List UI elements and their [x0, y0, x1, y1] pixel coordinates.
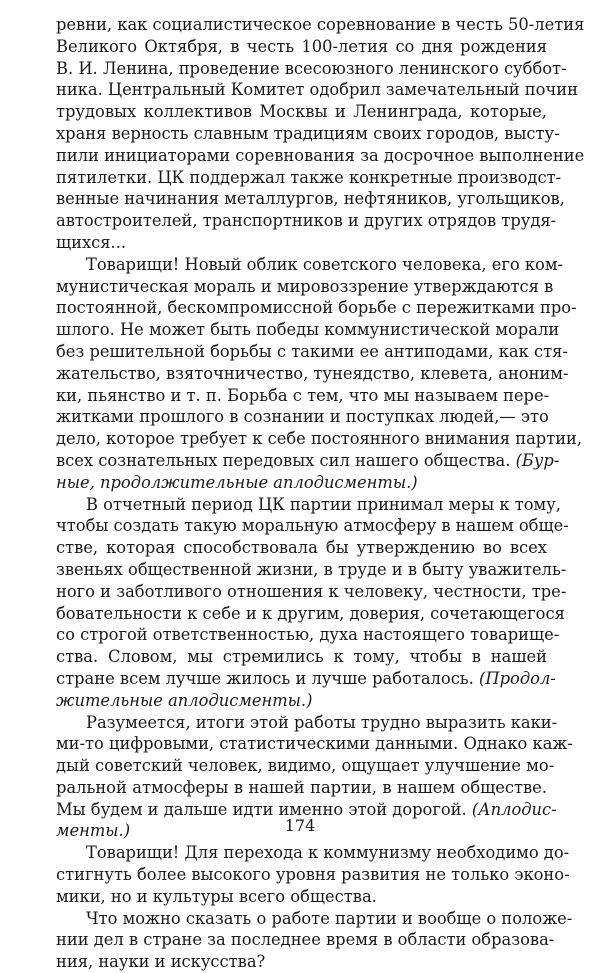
text-line [56, 232, 547, 254]
page-number: 174 [284, 816, 316, 835]
line-text: стране всем лучше жилось и лучше работалось. [56, 668, 474, 688]
text-line [56, 123, 560, 145]
text-line [56, 581, 567, 603]
text-line [56, 167, 562, 189]
line-text: со строгой ответственностью, духа настоящего товарище- [56, 625, 560, 645]
line-text: Товарищи! Для перехода к коммунизму необходимо до- [86, 843, 570, 863]
line-text: Что можно сказать о работе партии и вообще о положе- [86, 908, 573, 928]
text-line [56, 254, 564, 276]
text-line [56, 276, 554, 298]
text-line [56, 450, 560, 472]
line-text: ства. Словом, мы стремились к тому, чтобы в нашей [56, 647, 547, 667]
line-text: мики, но и культуры всего общества. [56, 886, 377, 906]
line-text: пятилетки. ЦК поддержал также конкретные производст- [56, 167, 562, 187]
line-text: дый советский человек, видимо, ощущает улучшение мо- [56, 756, 555, 776]
line-text: Товарищи! Новый облик советского человека, его ком- [86, 254, 564, 274]
text-line [56, 929, 555, 951]
line-text: ки, пьянство и т. п. Борьба с тем, что мы называем пере- [56, 385, 550, 405]
text-line [56, 777, 547, 799]
text-line [56, 886, 547, 908]
text-line [56, 712, 558, 734]
applause-remark: менты.) [56, 821, 131, 841]
text-line [56, 297, 577, 319]
line-text: Великого Октября, в честь 100-летия со дня рождения [56, 36, 547, 56]
applause-remark: (Аплодис- [471, 799, 557, 819]
text-line [56, 319, 560, 341]
text-line [56, 36, 547, 58]
text-line [56, 537, 547, 559]
line-text: ния, науки и искусства? [56, 952, 266, 972]
text-line [56, 755, 555, 777]
line-text: ревни, как социалистическое соревнование в честь 50-летия [56, 15, 585, 34]
applause-remark: (Бур- [515, 450, 560, 470]
line-text: звеньях общественной жизни, в труде и в быту уважитель- [56, 559, 567, 579]
text-line [56, 908, 573, 930]
line-text: В. И. Ленина, проведение всесоюзного ленинского суббот- [56, 58, 567, 78]
text-line [56, 864, 570, 886]
line-text: жательство, взяточничество, тунеядство, клевета, аноним- [56, 363, 569, 383]
line-text: В отчетный период ЦК партии принимал меры к тому, [86, 494, 561, 514]
line-text: стигнуть более высокого уровня развития не только эконо- [56, 865, 570, 885]
line-text: всех сознательных передовых сил нашего общества. [56, 450, 511, 470]
text-line [56, 842, 570, 864]
line-text: шлого. Не может быть победы коммунистической морали [56, 320, 560, 340]
line-text: Мы будем и дальше идти именно этой дорогой. [56, 799, 467, 819]
line-text: ми-то цифровыми, статистическими данными. Однако каж- [56, 734, 573, 754]
text-line [56, 646, 547, 668]
text-line [56, 363, 569, 385]
line-text: трудовых коллективов Москвы и Ленинграда, которые, [56, 102, 547, 122]
text-line [56, 690, 547, 712]
applause-remark: ные, продолжительные аплодисменты.) [56, 472, 418, 492]
line-text: дело, которое требует к себе постоянного внимания партии, [56, 429, 583, 449]
line-text: венные начинания металлургов, нефтяников, угольщиков, [56, 189, 565, 209]
text-line [56, 428, 583, 450]
line-text: щихся... [56, 232, 127, 252]
line-text: Разумеется, итоги этой работы трудно выразить каки- [86, 712, 558, 732]
text-line [56, 14, 585, 36]
text-line [56, 494, 561, 516]
text-line [56, 101, 547, 123]
text-line [56, 145, 585, 167]
line-text: без решительной борьбы с такими ее антиподами, как стя- [56, 341, 568, 361]
line-text: стве, которая способствовала бы утверждению во всех [56, 538, 547, 558]
line-text: ника. Центральный Комитет одобрил замечательный почин [56, 80, 578, 100]
applause-remark: (Продол- [479, 668, 556, 688]
line-text: бовательности к себе и к другим, доверия, сочетающегося [56, 603, 565, 623]
applause-remark: жительные аплодисменты.) [56, 690, 313, 710]
line-text: ральной атмосферы в нашей партии, в нашем обществе. [56, 777, 547, 797]
line-text: пили инициаторами соревнования за досрочное выполнение [56, 145, 585, 165]
line-text: постоянной, бескомпромиссной борьбе с пережитками про- [56, 298, 577, 318]
text-line [56, 603, 565, 625]
text-line [56, 624, 560, 646]
line-text: житками прошлого в сознании и поступках людей,— это [56, 407, 549, 427]
text-line [56, 385, 550, 407]
text-line [56, 668, 556, 690]
line-text: мунистическая мораль и мировоззрение утверждаются в [56, 276, 554, 296]
text-line [56, 951, 547, 973]
line-text: автостроителей, транспортников и других отрядов трудя- [56, 211, 557, 231]
text-line [56, 559, 567, 581]
text-line [56, 58, 567, 80]
text-line [56, 341, 568, 363]
text-line [56, 406, 547, 428]
text-line [56, 733, 573, 755]
text-line [56, 79, 578, 101]
text-line [56, 188, 565, 210]
text-line [56, 472, 547, 494]
text-line [56, 515, 569, 537]
line-text: чтобы создать такую моральную атмосферу в нашем обще- [56, 516, 569, 536]
line-text: нии дел в стране за последнее время в области образова- [56, 930, 555, 950]
line-text: ного и заботливого отношения к человеку, честности, тре- [56, 581, 567, 601]
text-line [56, 210, 557, 232]
line-text: храня верность славным традициям своих городов, высту- [56, 123, 560, 143]
